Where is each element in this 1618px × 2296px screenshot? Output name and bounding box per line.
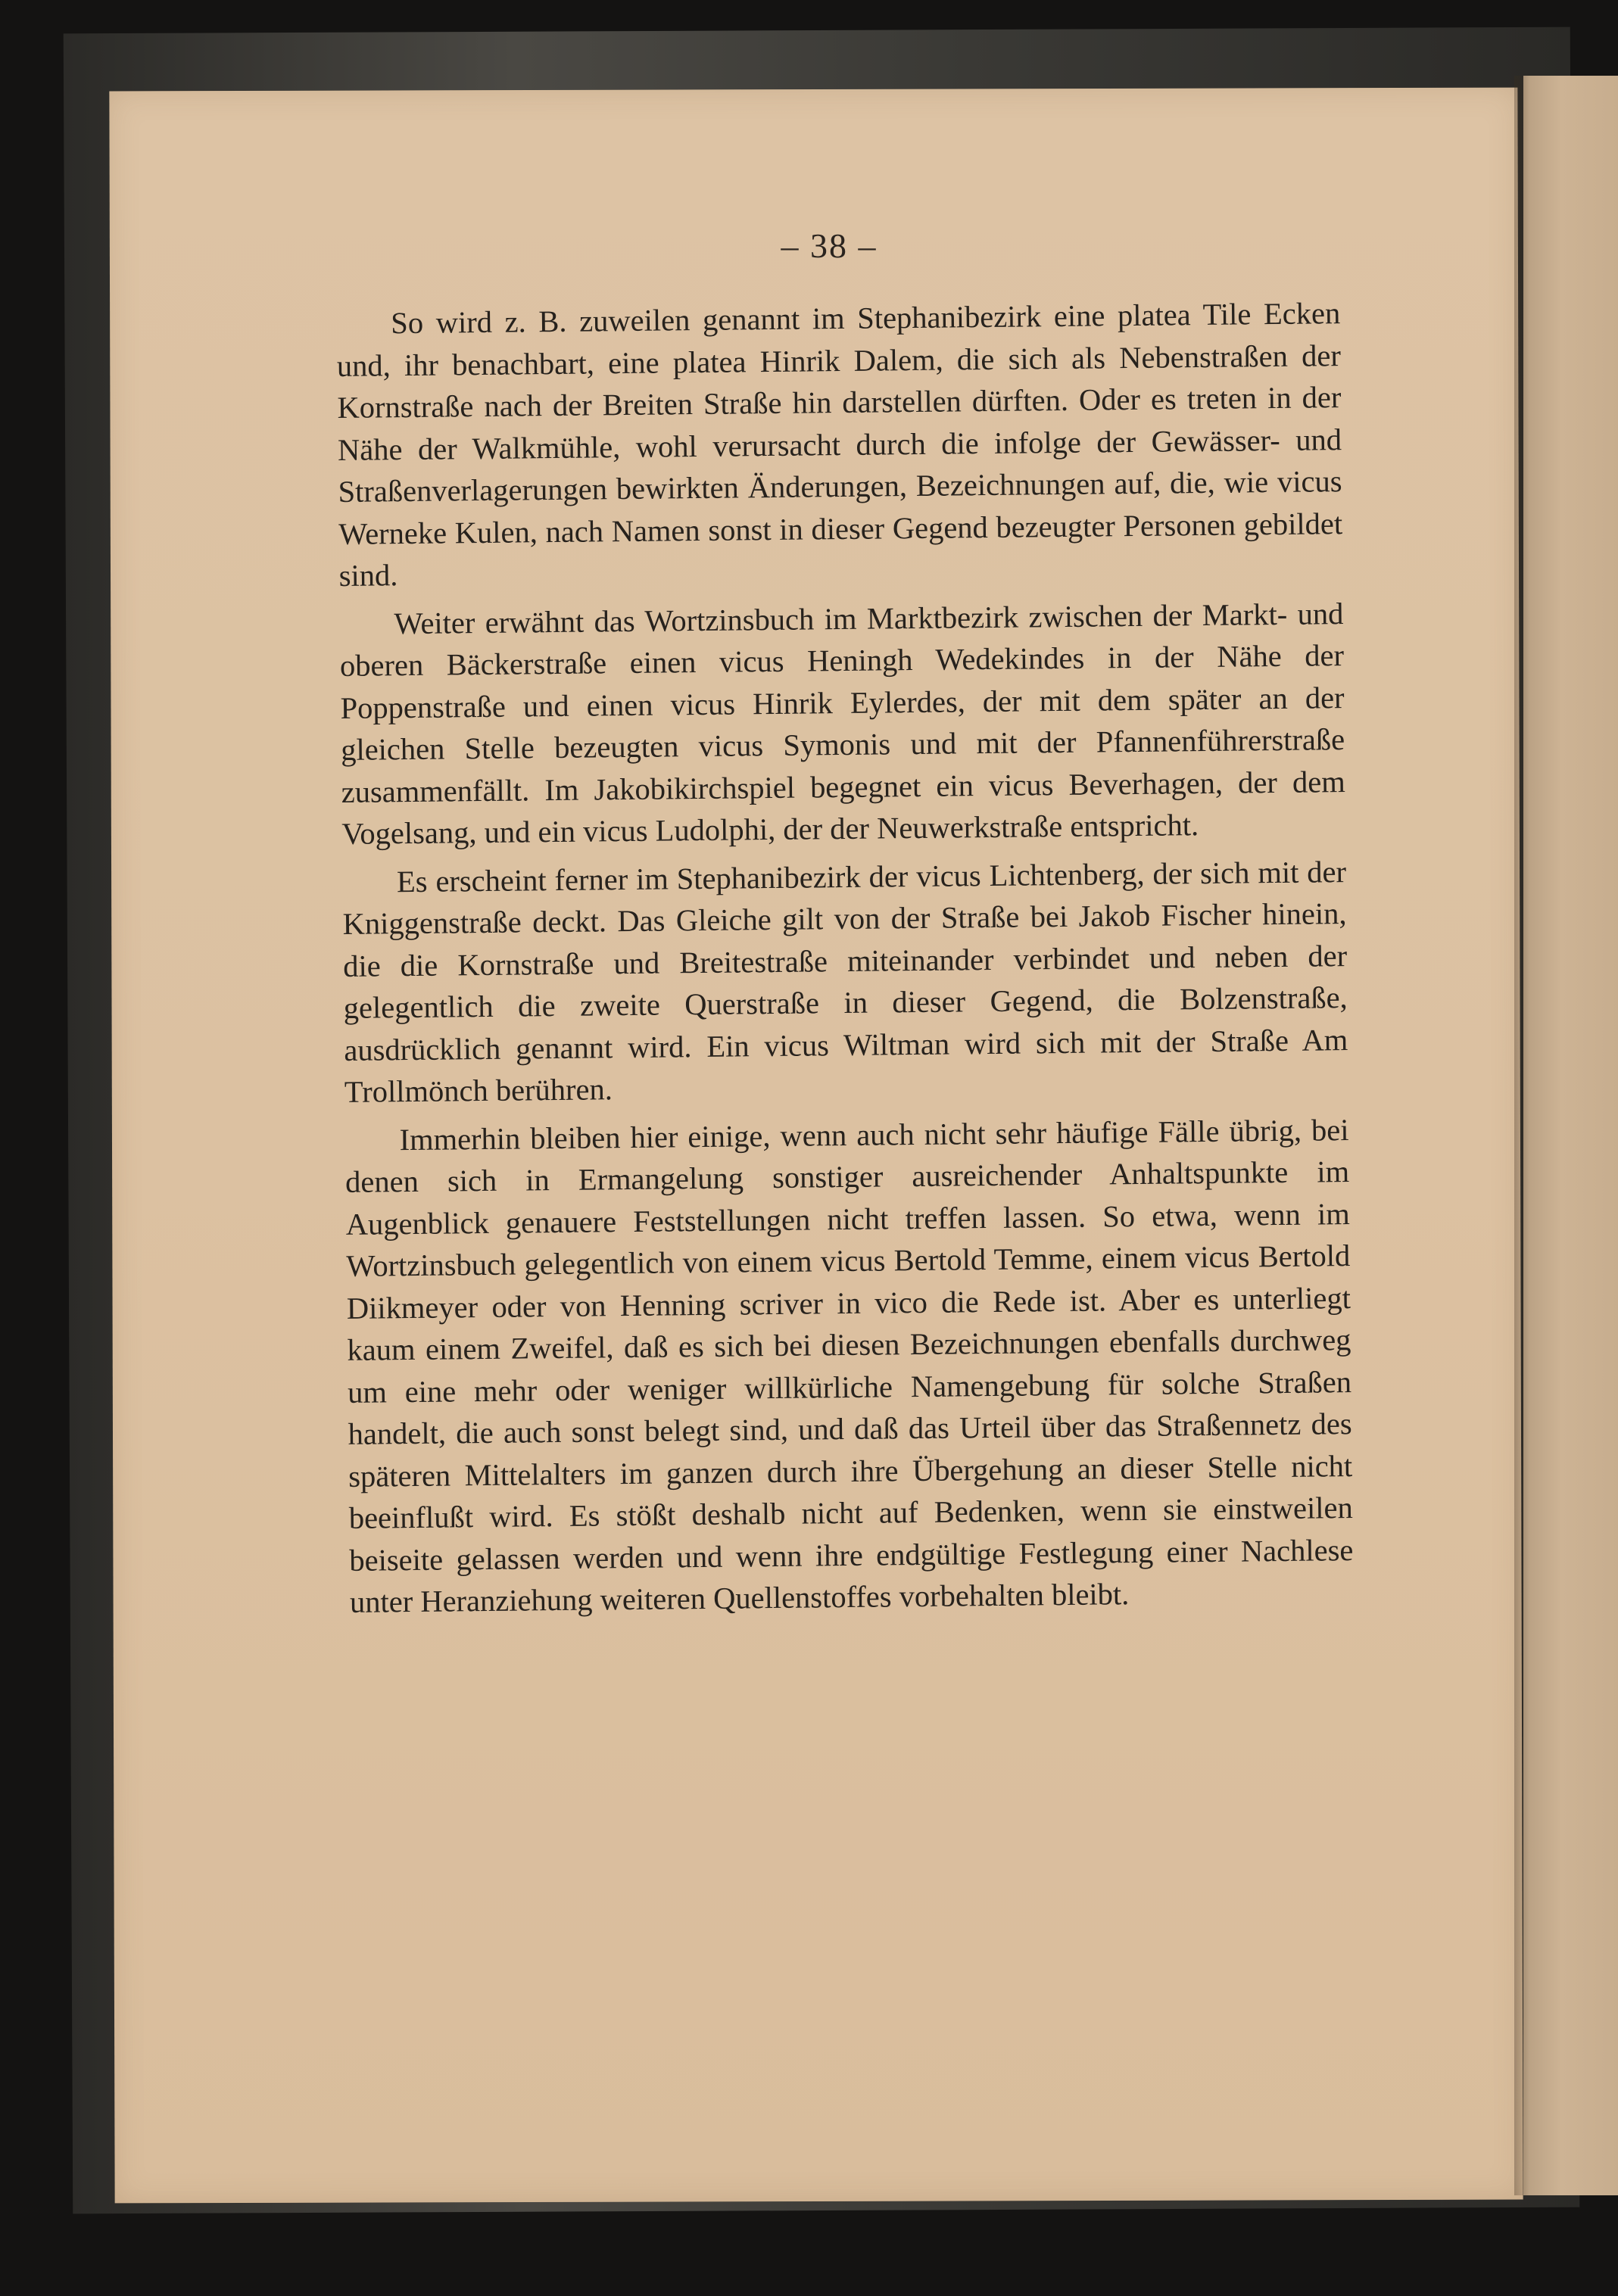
body-text: [336, 292, 1354, 1623]
paragraph: Es erscheint ferner im Stephanibezirk der vicus Lichtenberg, der sich mit der Kniggenstraße deckt. Das Gleiche gilt von der Straße bei Jakob Fischer hinein, die die Kornstraße und Breitestraße miteinander verbindet und neben der gelegentlich die zweite Querstraße in dieser Gegend, die Bolzenstraße, ausdrücklich genannt wird. Ein vicus Wiltman wird sich mit der Straße Am Trollmönch berühren.: [342, 854, 1348, 1109]
paragraph: So wird z. B. zuweilen genannt im Stephanibezirk eine platea Tile Ecken und, ihr benachbart, eine platea Hinrik Dalem, die sich als Nebenstraßen der Kornstraße nach der Breiten Straße hin darstellen dürften. Oder es treten in der Nähe der Walkmühle, wohl verursacht durch die infolge der Gewässer- und Straßenverlagerungen bewirkten Änderungen, Bezeichnungen auf, die, wie vicus Werneke Kulen, nach Namen sonst in dieser Gegend bezeugter Personen gebildet sind.: [336, 296, 1343, 593]
paragraph: Immerhin bleiben hier einige, wenn auch nicht sehr häufige Fälle übrig, bei denen sich in Ermangelung sonstiger ausreichender Anhaltspunkte im Augenblick genauere Feststellungen nicht treffen lassen. So etwa, wenn im Wortzinsbuch gelegentlich von einem vicus Bertold Temme, einem vicus Bertold Diikmeyer oder von Henning scriver in vico die Rede ist. Aber es unterliegt kaum einem Zweifel, daß es sich bei diesen Bezeichnungen ebenfalls durchweg um eine mehr oder weniger willkürliche Namengebung für solche Straßen handelt, die auch sonst belegt sind, und daß das Urteil über das Straßennetz des späteren Mittelalters im ganzen durch ihre Übergehung an dieser Stelle nicht beeinflußt wird. Es stößt deshalb nicht auf Bedenken, wenn sie einstweilen beiseite gelassen werden und wenn ihre endgültige Festlegung einer Nachlese unter Heranziehung weiteren Quellenstoffes vorbehalten bleibt.: [344, 1112, 1354, 1619]
page-number: – 38 –: [781, 226, 878, 265]
gutter-shadow: [1514, 76, 1529, 2195]
adjacent-page-edge: [1523, 76, 1618, 2195]
paragraph: Weiter erwähnt das Wortzinsbuch im Marktbezirk zwischen der Markt- und oberen Bäckerstraße einen vicus Heningh Wedekindes in der Nähe der Poppenstraße und einen vicus Hinrik Eylerdes, der mit dem später an der gleichen Stelle bezeugten vicus Symonis und mit der Pfannenführerstraße zusammenfällt. Im Jakobikirchspiel begegnet ein vicus Beverhagen, der dem Vogelsang, und ein vicus Ludolphi, der der Neuwerkstraße entspricht.: [339, 596, 1345, 851]
